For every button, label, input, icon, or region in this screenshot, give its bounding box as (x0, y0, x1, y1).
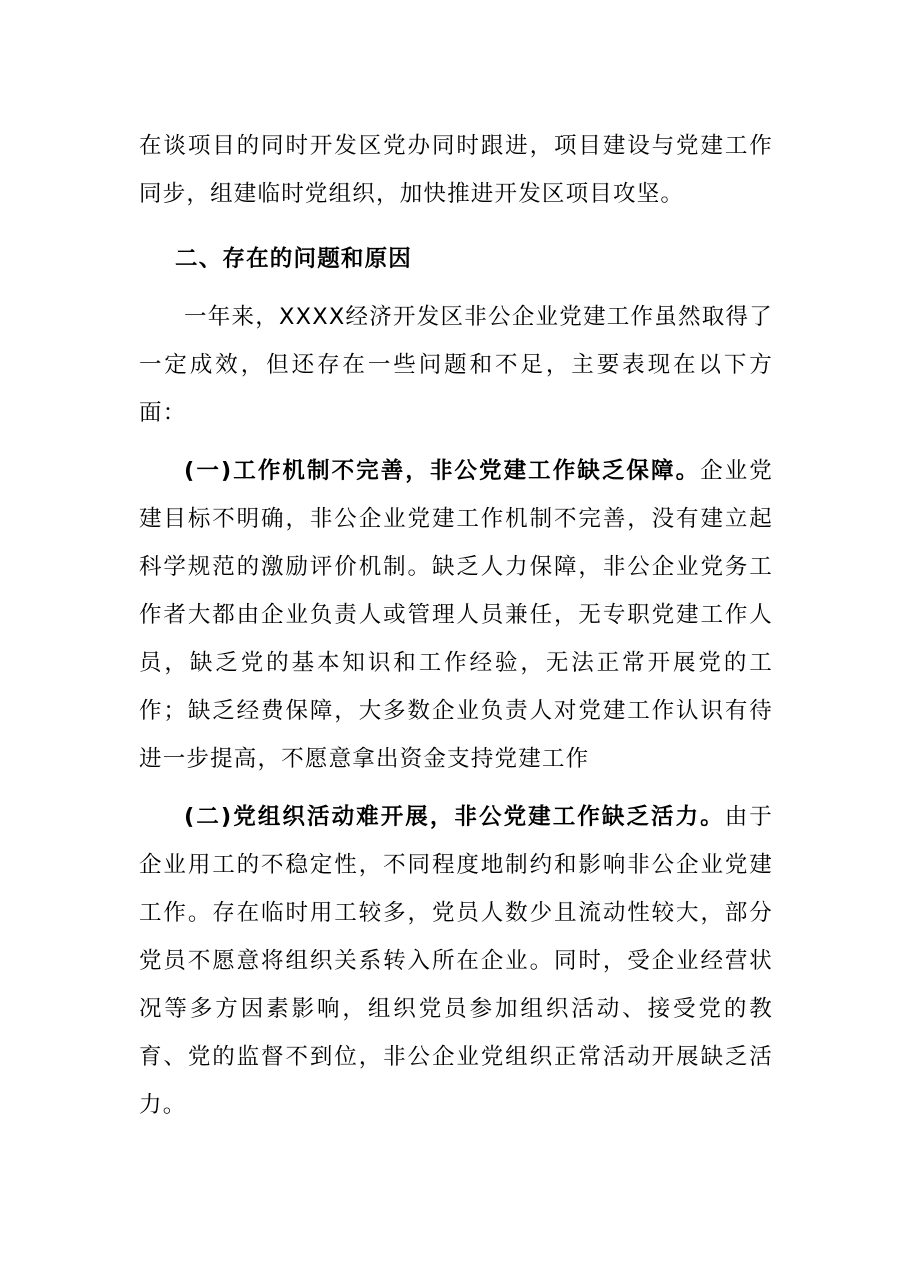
paragraph-mechanism (139, 447, 773, 783)
paragraph-activities-body: 由于企业用工的不稳定性，不同程度地制约和影响非公企业党建工作。存在临时用工较多，党员人数少且流动性较大，部分党员不愿意将组织关系转入所在企业。同时，受企业经营状况等多方因素影响，组织党员参加组织活动、接受党的教育、党的监督不到位，非公企业党组织正常活动开展缺乏活力。 (139, 804, 773, 1118)
paragraph-mechanism-body: 企业党建目标不明确，非公企业党建工作机制不完善，没有建立起科学规范的激励评价机制。缺乏人力保障，非公企业党务工作者大都由企业负责人或管理人员兼任，无专职党建工作人员，缺乏党的基本知识和工作经验，无法正常开展党的工作；缺乏经费保障，大多数企业负责人对党建工作认识有待进一步提高，不愿意拿出资金支持党建工作 (139, 458, 774, 772)
subheading-mechanism: (一)工作机制不完善，非公党建工作缺乏保障。 (184, 458, 701, 484)
document-body (139, 122, 773, 1129)
paragraph-activities (139, 793, 773, 1129)
subheading-activities: (二)党组织活动难开展，非公党建工作缺乏活力。 (184, 804, 725, 830)
paragraph-project-sync: 在谈项目的同时开发区党办同时跟进，项目建设与党建工作同步，组建临时党组织，加快推进开发区项目攻坚。 (139, 133, 773, 207)
paragraph-problems-intro: 一年来，XXXX经济开发区非公企业党建工作虽然取得了一定成效，但还存在一些问题和不足，主要表现在以下方面： (139, 304, 773, 426)
section-heading-problems: 二、存在的问题和原因 (175, 246, 413, 272)
